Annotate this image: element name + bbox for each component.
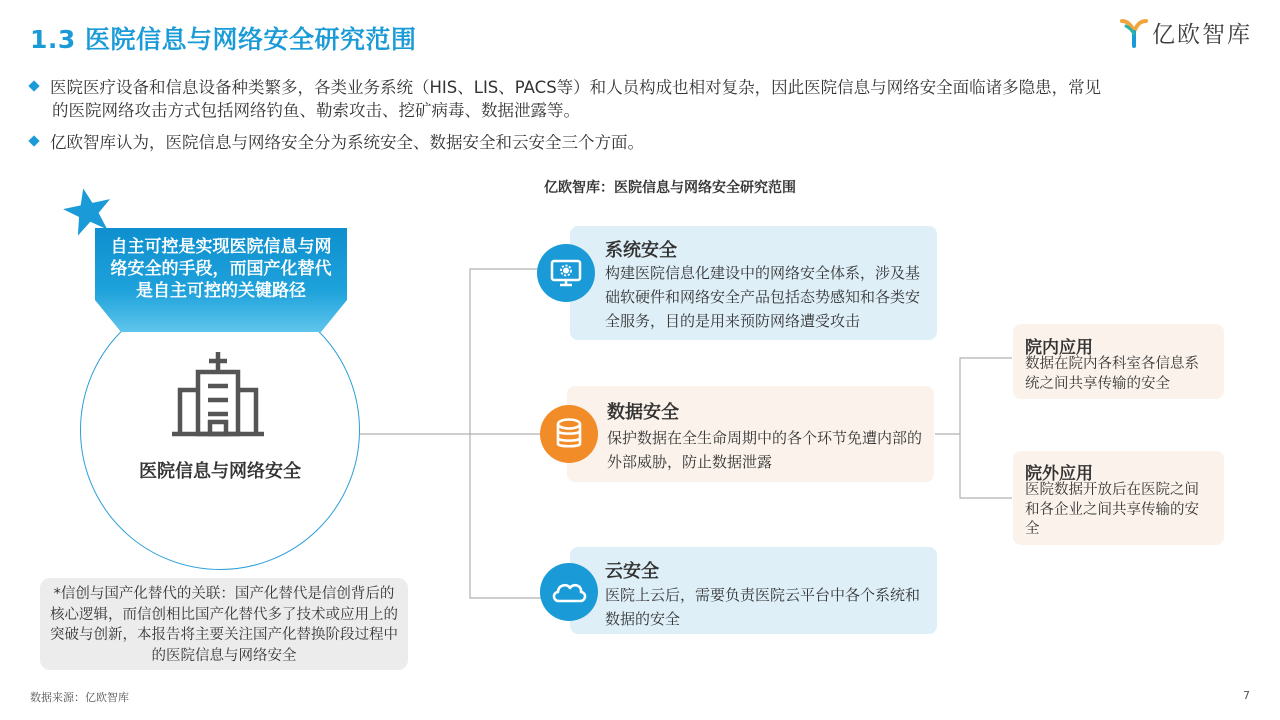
data-security-icon-badge — [540, 405, 598, 463]
sub-card-body: 医院数据开放后在医院之间和各企业之间共享传输的安全 — [1025, 482, 1199, 537]
card-title: 系统安全 — [605, 240, 677, 261]
card-outside-hospital — [1013, 451, 1224, 545]
card-in-hospital — [1013, 324, 1224, 399]
card-body: 保护数据在全生命周期中的各个环节免遭内部的外部威胁，防止数据泄露 — [607, 429, 923, 471]
sub-card-title: 院内应用 — [1025, 338, 1093, 358]
card-title: 云安全 — [605, 561, 659, 582]
bullet-text: 亿欧智库认为，医院信息与网络安全分为系统安全、数据安全和云安全三个方面。 — [50, 133, 644, 152]
diagram-title: 亿欧智库：医院信息与网络安全研究范围 — [544, 180, 796, 196]
card-title: 数据安全 — [607, 402, 679, 423]
banner-text: 自主可控是实现医院信息与网络安全的手段，而国产化替代是自主可控的关键路径 — [110, 237, 332, 301]
card-body: 构建医院信息化建设中的网络安全体系，涉及基础软硬件和网络安全产品包括态势感知和各类安全服务，目的是用来预防网络遭受攻击 — [605, 264, 921, 330]
cloud-icon — [549, 579, 589, 605]
bullet-text: 医院医疗设备和信息设备种类繁多，各类业务系统（HIS、LIS、PACS等）和人员构成也相对复杂，因此医院信息与网络安全面临诸多隐患，常见 — [50, 78, 1102, 97]
page-title: 1.3 医院信息与网络安全研究范围 — [30, 25, 417, 54]
card-system-security — [570, 226, 937, 340]
cloud-security-icon-badge — [540, 563, 598, 621]
logo-text: 亿欧智库 — [1152, 22, 1252, 48]
system-security-icon-badge — [537, 244, 595, 302]
card-cloud-security — [570, 547, 937, 634]
source-note: 数据来源：亿欧智库 — [30, 691, 129, 704]
card-body: 医院上云后，需要负责医院云平台中各个系统和数据的安全 — [605, 586, 921, 628]
center-label: 医院信息与网络安全 — [139, 461, 301, 482]
monitor-gear-icon — [549, 256, 583, 290]
page-number: 7 — [1243, 689, 1250, 702]
bullet-text-continued: 的医院网络攻击方式包括网络钓鱼、勒索攻击、挖矿病毒、数据泄露等。 — [52, 101, 580, 120]
sub-card-body: 数据在院内各科室各信息系统之间共享传输的安全 — [1025, 356, 1199, 392]
note-box: *信创与国产化替代的关联：国产化替代是信创背后的核心逻辑，而信创相比国产化替代多了技术或应用上的突破与创新，本报告将主要关注国产化替换阶段过程中的医院信息与网络安全 — [40, 578, 408, 670]
card-data-security — [567, 386, 934, 482]
database-icon — [554, 418, 584, 450]
hospital-building-icon — [172, 350, 264, 438]
sub-card-title: 院外应用 — [1025, 464, 1093, 484]
